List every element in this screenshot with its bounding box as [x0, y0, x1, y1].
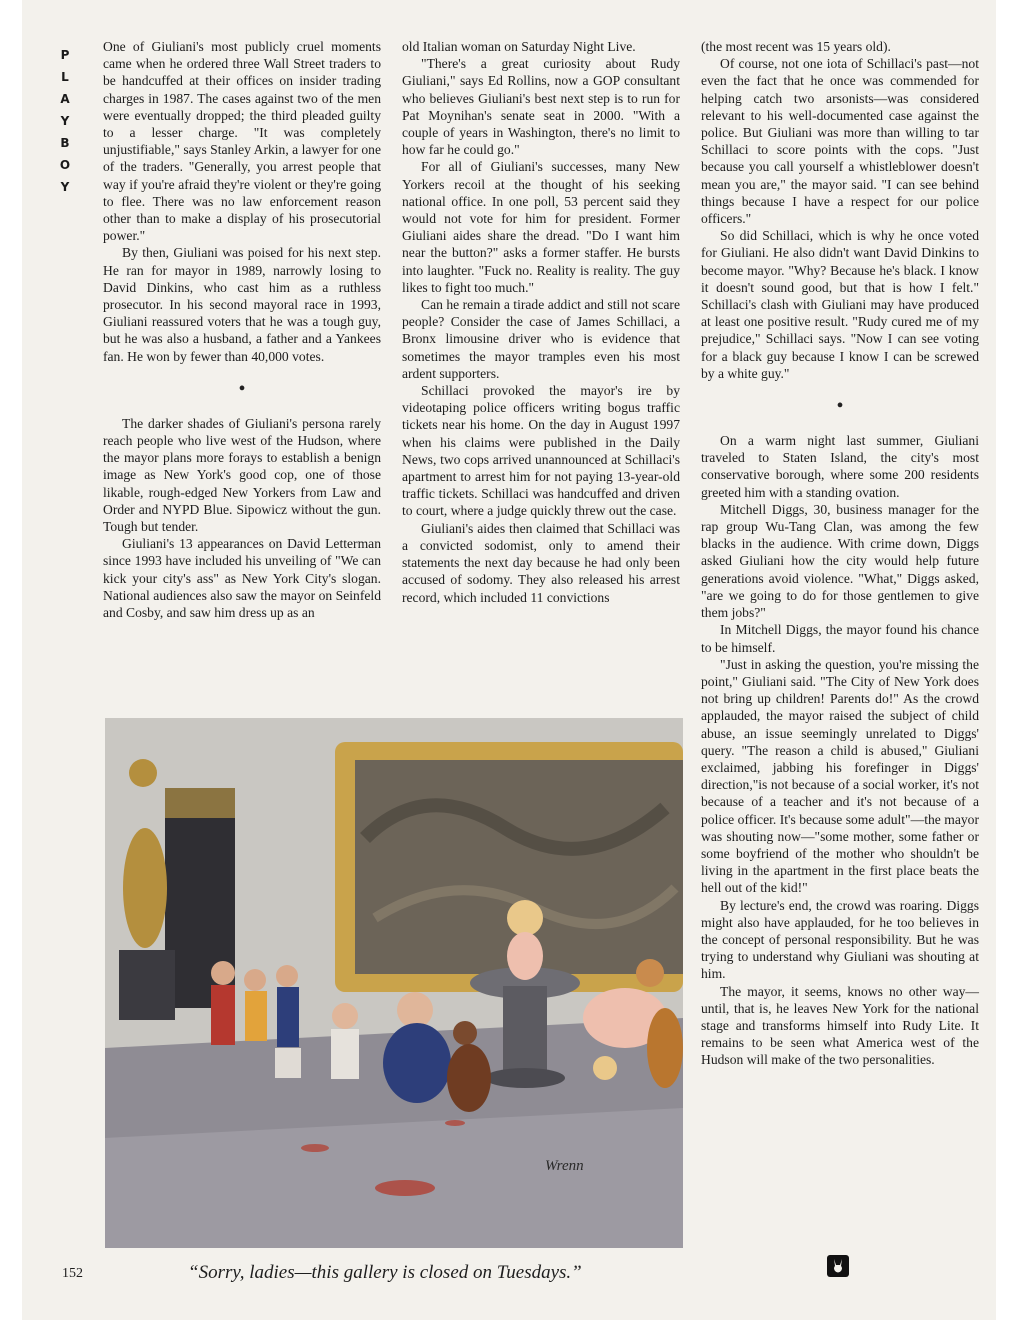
paragraph: Can he remain a tirade addict and still not scare people? Consider the case of James Schillaci, a Bronx limousine driver who is evidence that sometimes the mayor tramples even his most ardent supporters. [402, 297, 680, 381]
paragraph: The mayor, it seems, knows no other way—until, that is, he leaves New York for the national stage and transforms himself into Rudy Lite. It remains to be seen what America west of the Hudson will make of the two personalities. [701, 983, 979, 1068]
paragraph: So did Schillaci, which is why he once voted for Giuliani. He also didn't want David Dinkins to become mayor. "Why? Because he's black. I know it doesn't sound good, but that is how I felt." Schillaci's clash with Giuliani may have produced at least one positive result. "Rudy cured me of my prejudice," Schillaci says. "Now I can see voting for a black guy because I know I can be screwed by a white guy." [701, 228, 979, 381]
figure-head [507, 900, 543, 936]
text-column-2 [402, 38, 680, 606]
paragraph: For all of Giuliani's successes, many New Yorkers recoil at the thought of his seeking national office. In one poll, 53 percent said they would not vote for him for president. Former Giuliani aides share the dread. "Do I want him near the button?" asks a former staffer. He bursts into laughter. "Fuck no. Reality is reality. The guy likes to fight too much." [402, 159, 680, 295]
cartoon-illustration [105, 718, 683, 1248]
text-column-1 [103, 38, 381, 621]
paragraph: Of course, not one iota of Schillaci's past—not even the fact that he once was commended for helping catch two arsonists—was considered relevant to his well-documented case against the police. But Giuliani was more than willing to tar Schillaci to score points with the cops. "Just because you call yourself a whistleblower doesn't mean you are," the mayor said. "I can see behind things because I have a respect for our police officers." [701, 56, 979, 227]
paragraph: By then, Giuliani was poised for his next step. He ran for mayor in 1989, narrowly losing to David Dinkins, who cast him as a ruthless prosecutor. In his second mayoral race in 1993, Giuliani reassured voters that he was a tough guy, but he was also a husband, a father and a Yankees fan. He won by fewer than 40,000 votes. [103, 245, 381, 364]
paragraph: Giuliani's 13 appearances on David Letterman since 1993 have included his unveiling of "We can kick your city's ass" as New York City's slogan. National audiences also saw the mayor on Seinfeld and Cosby, and saw him dress up as an [103, 536, 381, 621]
paragraph: On a warm night last summer, Giuliani traveled to Staten Island, the city's most conservative borough, where some 200 residents greeted him with a standing ovation. [701, 433, 979, 500]
paragraph: By lecture's end, the crowd was roaring. Diggs might also have applauded, for he too believes in the concept of personal responsibility. But he was trying to understand why Giuliani was shouting at him. [701, 897, 979, 982]
section-separator: • [836, 395, 844, 418]
text-column-3 [701, 38, 979, 1069]
paragraph: (the most recent was 15 years old). [701, 39, 891, 54]
cartoon-drawing [105, 718, 683, 1248]
cartoon-caption: “Sorry, ladies—this gallery is closed on Tuesdays.” [188, 1262, 582, 1283]
section-separator: • [238, 377, 246, 400]
paragraph: Schillaci provoked the mayor's ire by videotaping police officers writing bogus traffic tickets near his home. On the day in August 1997 when his claims were published in the Daily News, two cops arrived unannounced at Schillaci's apartment to arrest him for not paying 13-year-old traffic tickets. Schillaci was handcuffed and driven to court, where a judge quickly threw out the case. [402, 383, 680, 519]
paragraph: The darker shades of Giuliani's persona rarely reach people who live west of the Hudson, where the mayor plans more forays to establish a benign image as New York's good cop, one of those likable, rough-edged New Yorkers from Law and Order and NYPD Blue. Sipowicz without the gun. Tough but tender. [103, 415, 381, 535]
floor-spill [375, 1180, 435, 1196]
paragraph: old Italian woman on Saturday Night Live. [402, 39, 636, 54]
paragraph: "Just in asking the question, you're missing the point," Giuliani said. "The City of New York does not bring up children! Parents do!" As the crowd applauded, the mayor raised the subject of child abuse, an issue seemingly unrelated to Diggs' query. "The reason a child is abused," Giuliani exclaimed, jabbing his forefinger in Diggs' direction,"is not because of a social worker, it's not because of a teacher and it's not because of a police officer. It's because some adult"—the mayor was shouting now—"some mother, some father or some boyfriend of the mother who shouldn't be living in the apartment in the first place beats the hell out of the kid!" [701, 656, 979, 896]
paragraph: One of Giuliani's most publicly cruel moments came when he ordered three Wall Street traders to be handcuffed at their offices on insider trading charges in 1987. The cases against two of the men were eventually dropped; the third pleaded guilty to a lesser charge. "It was completely unjustifiable," says Stanley Arkin, a lawyer for one of the traders. "Generally, you arrest people that way if you're afraid they're violent or they're going to flee. There was no law enforcement reason other than to make a display of his prosecutorial power." [103, 39, 381, 244]
magazine-name: PLAYBOY [59, 48, 71, 194]
paragraph: Giuliani's aides then claimed that Schillaci was a convicted sodomist, only to amend their statements the next day because he had only been accused of sodomy. They also released his arrest record, which included 11 convictions [402, 520, 680, 605]
gold-statue [123, 828, 167, 948]
bunny-logo-icon [827, 1255, 849, 1277]
artist-signature: Wrenn [545, 1158, 584, 1174]
statue-pedestal [119, 950, 175, 1020]
paragraph: "There's a great curiosity about Rudy Giuliani," says Ed Rollins, now a GOP consultant who believes Giuliani's best next step is to run for Pat Moynihan's senate seat in 2000. "With a couple of years in Washington, there's no limit to how far he could go." [402, 56, 680, 158]
page-number: 152 [62, 1266, 83, 1281]
paragraph: In Mitchell Diggs, the mayor found his chance to be himself. [701, 622, 979, 655]
magazine-page [22, 0, 996, 1320]
paragraph: Mitchell Diggs, 30, business manager for the rap group Wu-Tang Clan, was among the few blacks in the audience. With crime down, Diggs asked Giuliani how the city would help future generations avoid violence. "What," Diggs asked, "are we going to do for those gentlemen to give them jobs?" [701, 501, 979, 621]
